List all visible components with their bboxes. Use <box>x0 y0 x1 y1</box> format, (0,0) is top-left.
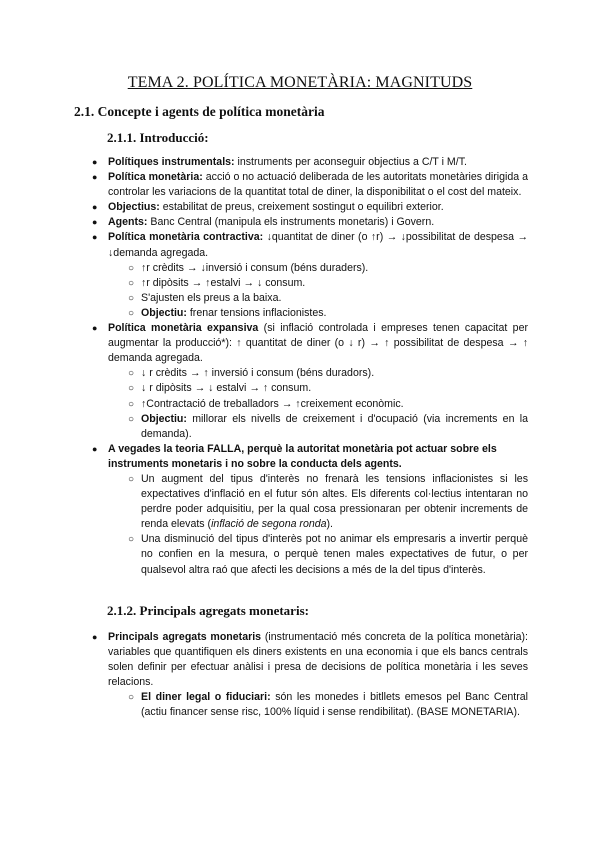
sub-bullet-icon: ○ <box>128 473 135 485</box>
bullet-icon: ● <box>92 217 98 228</box>
subsection-heading-aggregates: 2.1.2. Principals agregats monetaris: <box>107 603 309 618</box>
sub-item-text: ↑r crèdits → ↓inversió i consum (béns duraders). <box>141 261 369 274</box>
bullet-icon: ● <box>92 202 98 213</box>
expansive-sub-list <box>108 366 528 441</box>
page-title: TEMA 2. POLÍTICA MONETÀRIA: MAGNITUDS <box>127 74 473 91</box>
term: Polítiques instrumentals: <box>108 156 235 168</box>
sub-bullet-icon: ○ <box>128 398 135 410</box>
bullet-icon: ● <box>92 443 98 454</box>
term: Política monetària contractiva: <box>108 231 264 244</box>
sub-list-item <box>108 472 528 532</box>
sub-item-text: ). <box>326 518 334 531</box>
sub-bullet-icon: ○ <box>128 277 135 289</box>
list-item <box>92 630 528 721</box>
definition: (instrumentació més concreta de la política monetària): variables que quantifiquen els diners existents en una economia i que els bancs centrals solen definir per efectuar anàlisi i presa de decisions de política monetària i les seves relacions. <box>108 631 528 689</box>
list-item <box>92 170 528 200</box>
definition: instruments per aconseguir objectius a C/T i M/T. <box>234 156 467 168</box>
definition: estabilitat de preus, creixement sostingut o equilibri exterior. <box>159 201 444 214</box>
sub-bullet-icon: ○ <box>128 368 135 380</box>
section-heading: 2.1. Concepte i agents de política monetària <box>74 104 325 119</box>
bullet-icon: ● <box>92 323 98 334</box>
sub-list-item <box>108 276 528 291</box>
bullet-icon: ● <box>92 632 98 642</box>
term: Objectiu: <box>141 306 187 319</box>
term: Agents: <box>108 216 148 229</box>
definition: ↓quantitat de diner (o ↑r) → ↓possibilitat de despesa → ↓demanda agregada. <box>108 231 528 259</box>
sub-bullet-icon: ○ <box>128 292 135 304</box>
definition: (si inflació controlada i empreses tenen capacitat per augmentar la producció*): ↑ quantitat de diner (o ↓ r) → ↑ possibilitat de despesa → ↑ demanda agregada. <box>108 322 528 365</box>
list-item <box>92 215 528 230</box>
sub-list-item <box>108 690 528 720</box>
sub-list-item <box>108 397 528 412</box>
sub-bullet-icon: ○ <box>128 383 135 395</box>
definition: acció o no actuació deliberada de les autoritats monetàries dirigida a controlar les variacions de la quantitat total de diner, la disponibilitat o el cost del mateix. <box>108 171 528 199</box>
contractive-sub-list <box>108 261 528 321</box>
sub-bullet-icon: ○ <box>128 413 135 425</box>
aggregates-sub-list <box>108 690 528 720</box>
sub-list-item <box>108 291 528 306</box>
list-item <box>92 155 528 170</box>
term: A vegades la teoria FALLA, perquè la autoritat monetària pot actuar sobre els instruments monetaris i no sobre la conducta dels agents. <box>108 442 497 470</box>
subsection-heading-intro: 2.1.1. Introducció: <box>107 130 209 145</box>
sub-item-text: ↑Contractació de treballadors → ↑creixement econòmic. <box>141 397 404 410</box>
term: Objectiu: <box>141 412 187 425</box>
sub-list-item <box>108 306 528 321</box>
sub-item-text: S'ajusten els preus a la baixa. <box>141 291 282 304</box>
bullet-icon: ● <box>92 157 98 167</box>
sub-item-text: ↑r dipòsits → ↑estalvi → ↓ consum. <box>141 276 306 289</box>
term: Objectius: <box>108 201 160 214</box>
sub-bullet-icon: ○ <box>128 262 135 274</box>
bullet-icon: ● <box>92 232 98 243</box>
sub-item-text: millorar els nivells de creixement i d'ocupació (via increments en la demanda). <box>141 412 528 440</box>
term: Política monetària expansiva <box>108 322 259 335</box>
sub-item-text: Una disminució del tipus d'interès pot no animar els empresaris a invertir perquè no confien en la mesura, o perquè tenen males expectatives de futur, o per qualsevol altra raó que afecti les decisions a més de la del tipus d'interès. <box>141 533 528 576</box>
term: Principals agregats monetaris <box>108 631 262 643</box>
term: El diner legal o fiduciari: <box>141 691 271 704</box>
sub-bullet-icon: ○ <box>128 307 135 319</box>
italic-term: inflació de segona ronda <box>211 518 327 531</box>
sub-item-text: frenar tensions inflacionistes. <box>186 306 327 319</box>
list-item <box>92 321 528 442</box>
sub-bullet-icon: ○ <box>128 534 135 546</box>
aggregates-bullet-list <box>92 630 528 721</box>
list-item <box>92 230 528 321</box>
sub-item-text: són les monedes i bitllets emesos pel Banc Central (actiu financer sense risc, 100% líquid i sense rendibilitat). (BASE MONETARIA). <box>141 691 528 719</box>
sub-item-text: ↓ r crèdits → ↑ inversió i consum (béns duradors). <box>141 367 375 380</box>
sub-list-item <box>108 366 528 381</box>
sub-list-item <box>108 381 528 396</box>
sub-list-item <box>108 412 528 442</box>
term: Política monetària: <box>108 171 203 184</box>
bullet-icon: ● <box>92 172 98 183</box>
sub-item-text: ↓ r dipòsits → ↓ estalvi → ↑ consum. <box>141 382 312 395</box>
list-item <box>92 442 528 578</box>
sub-list-item <box>108 532 528 577</box>
theory-fails-sub-list <box>108 472 528 578</box>
intro-bullet-list <box>92 155 528 578</box>
sub-bullet-icon: ○ <box>128 692 135 704</box>
definition: Banc Central (manipula els instruments monetaris) i Govern. <box>147 216 435 229</box>
sub-list-item <box>108 261 528 276</box>
list-item <box>92 200 528 215</box>
sub-item-text: Un augment del tipus d'interès no frenarà les tensions inflacionistes si les expectatives d'inflació en el futur són altes. Els diferents col·lectius intentaran no perdre poder adquisitiu, per la qual cosa pressionaran per obtenir increments de renda elevats ( <box>141 472 528 531</box>
